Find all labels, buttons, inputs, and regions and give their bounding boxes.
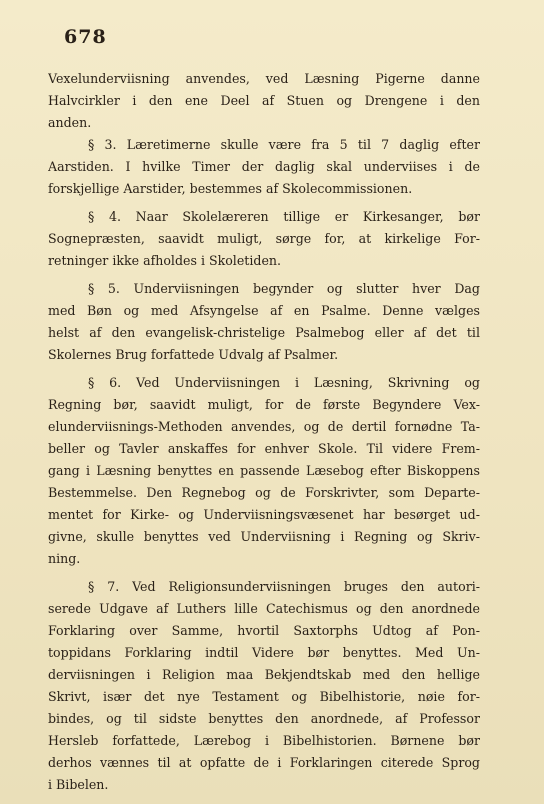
text-line: forskjellige Aarstider, bestemmes af Skolecommissionen.: [48, 181, 413, 196]
text-line: Forklaring over Samme, hvortil Saxtorphs Udtog af Pon-: [48, 623, 480, 638]
text-line: Hersleb forfattede, Lærebog i Bibelhistorien. Børnene bør: [48, 733, 480, 748]
paragraph: [48, 68, 480, 134]
text-line: Aarstiden. I hvilke Timer der daglig skal underviises i de: [48, 159, 480, 174]
text-line: gang i Læsning benyttes en passende Læsebog efter Biskoppens: [48, 463, 480, 478]
text-line: serede Udgave af Luthers lille Catechismus og den anordnede: [48, 601, 480, 616]
text-line: Sognepræsten, saavidt muligt, sørge for, at kirkelige For-: [48, 231, 480, 246]
text-line: anden.: [48, 115, 92, 130]
page-number: 678: [64, 26, 107, 48]
text-line: med Bøn og med Afsyngelse af en Psalme. Denne vælges: [48, 303, 480, 318]
text-line: mentet for Kirke- og Underviisningsvæsenet har besørget ud-: [48, 507, 480, 522]
text-line: § 3. Læretimerne skulle være fra 5 til 7 daglig efter: [88, 137, 480, 152]
text-line: Vexelunderviisning anvendes, ved Læsning Pigerne danne: [48, 71, 480, 86]
text-line: bindes, og til sidste benyttes den anordnede, af Professor: [48, 711, 480, 726]
paragraph: [48, 372, 480, 570]
paragraph: [48, 206, 480, 272]
paragraph: [48, 278, 480, 366]
text-line: givne, skulle benyttes ved Underviisning i Regning og Skriv-: [48, 529, 480, 544]
text-line: Regning bør, saavidt muligt, for de første Begyndere Vex-: [48, 397, 480, 412]
paragraph: [48, 576, 480, 796]
text-line: § 5. Underviisningen begynder og slutter hver Dag: [88, 281, 480, 296]
paragraph: [48, 134, 480, 200]
text-line: Halvcirkler i den ene Deel af Stuen og Drengene i den: [48, 93, 480, 108]
text-line: derviisningen i Religion maa Bekjendtskab med den hellige: [48, 667, 480, 682]
body-text: [48, 68, 480, 796]
text-line: beller og Tavler anskaffes for enhver Skole. Til videre Frem-: [48, 441, 480, 456]
text-line: § 4. Naar Skolelæreren tillige er Kirkesanger, bør: [88, 209, 480, 224]
text-line: derhos vænnes til at opfatte de i Forklaringen citerede Sprog: [48, 755, 480, 770]
text-line: toppidans Forklaring indtil Videre bør benyttes. Med Un-: [48, 645, 480, 660]
text-line: § 6. Ved Underviisningen i Læsning, Skrivning og: [88, 375, 480, 390]
text-line: elunderviisnings-Methoden anvendes, og de dertil fornødne Ta-: [48, 419, 480, 434]
text-line: Bestemmelse. Den Regnebog og de Forskrivter, som Departe-: [48, 485, 480, 500]
text-line: retninger ikke afholdes i Skoletiden.: [48, 253, 282, 268]
text-line: helst af den evangelisk-christelige Psalmebog eller af det til: [48, 325, 480, 340]
text-line: Skrivt, især det nye Testament og Bibelhistorie, nøie for-: [48, 689, 480, 704]
text-line: § 7. Ved Religionsunderviisningen bruges den autori-: [88, 579, 480, 594]
text-line: ning.: [48, 551, 81, 566]
text-line: Skolernes Brug forfattede Udvalg af Psalmer.: [48, 347, 339, 362]
text-line: i Bibelen.: [48, 777, 109, 792]
